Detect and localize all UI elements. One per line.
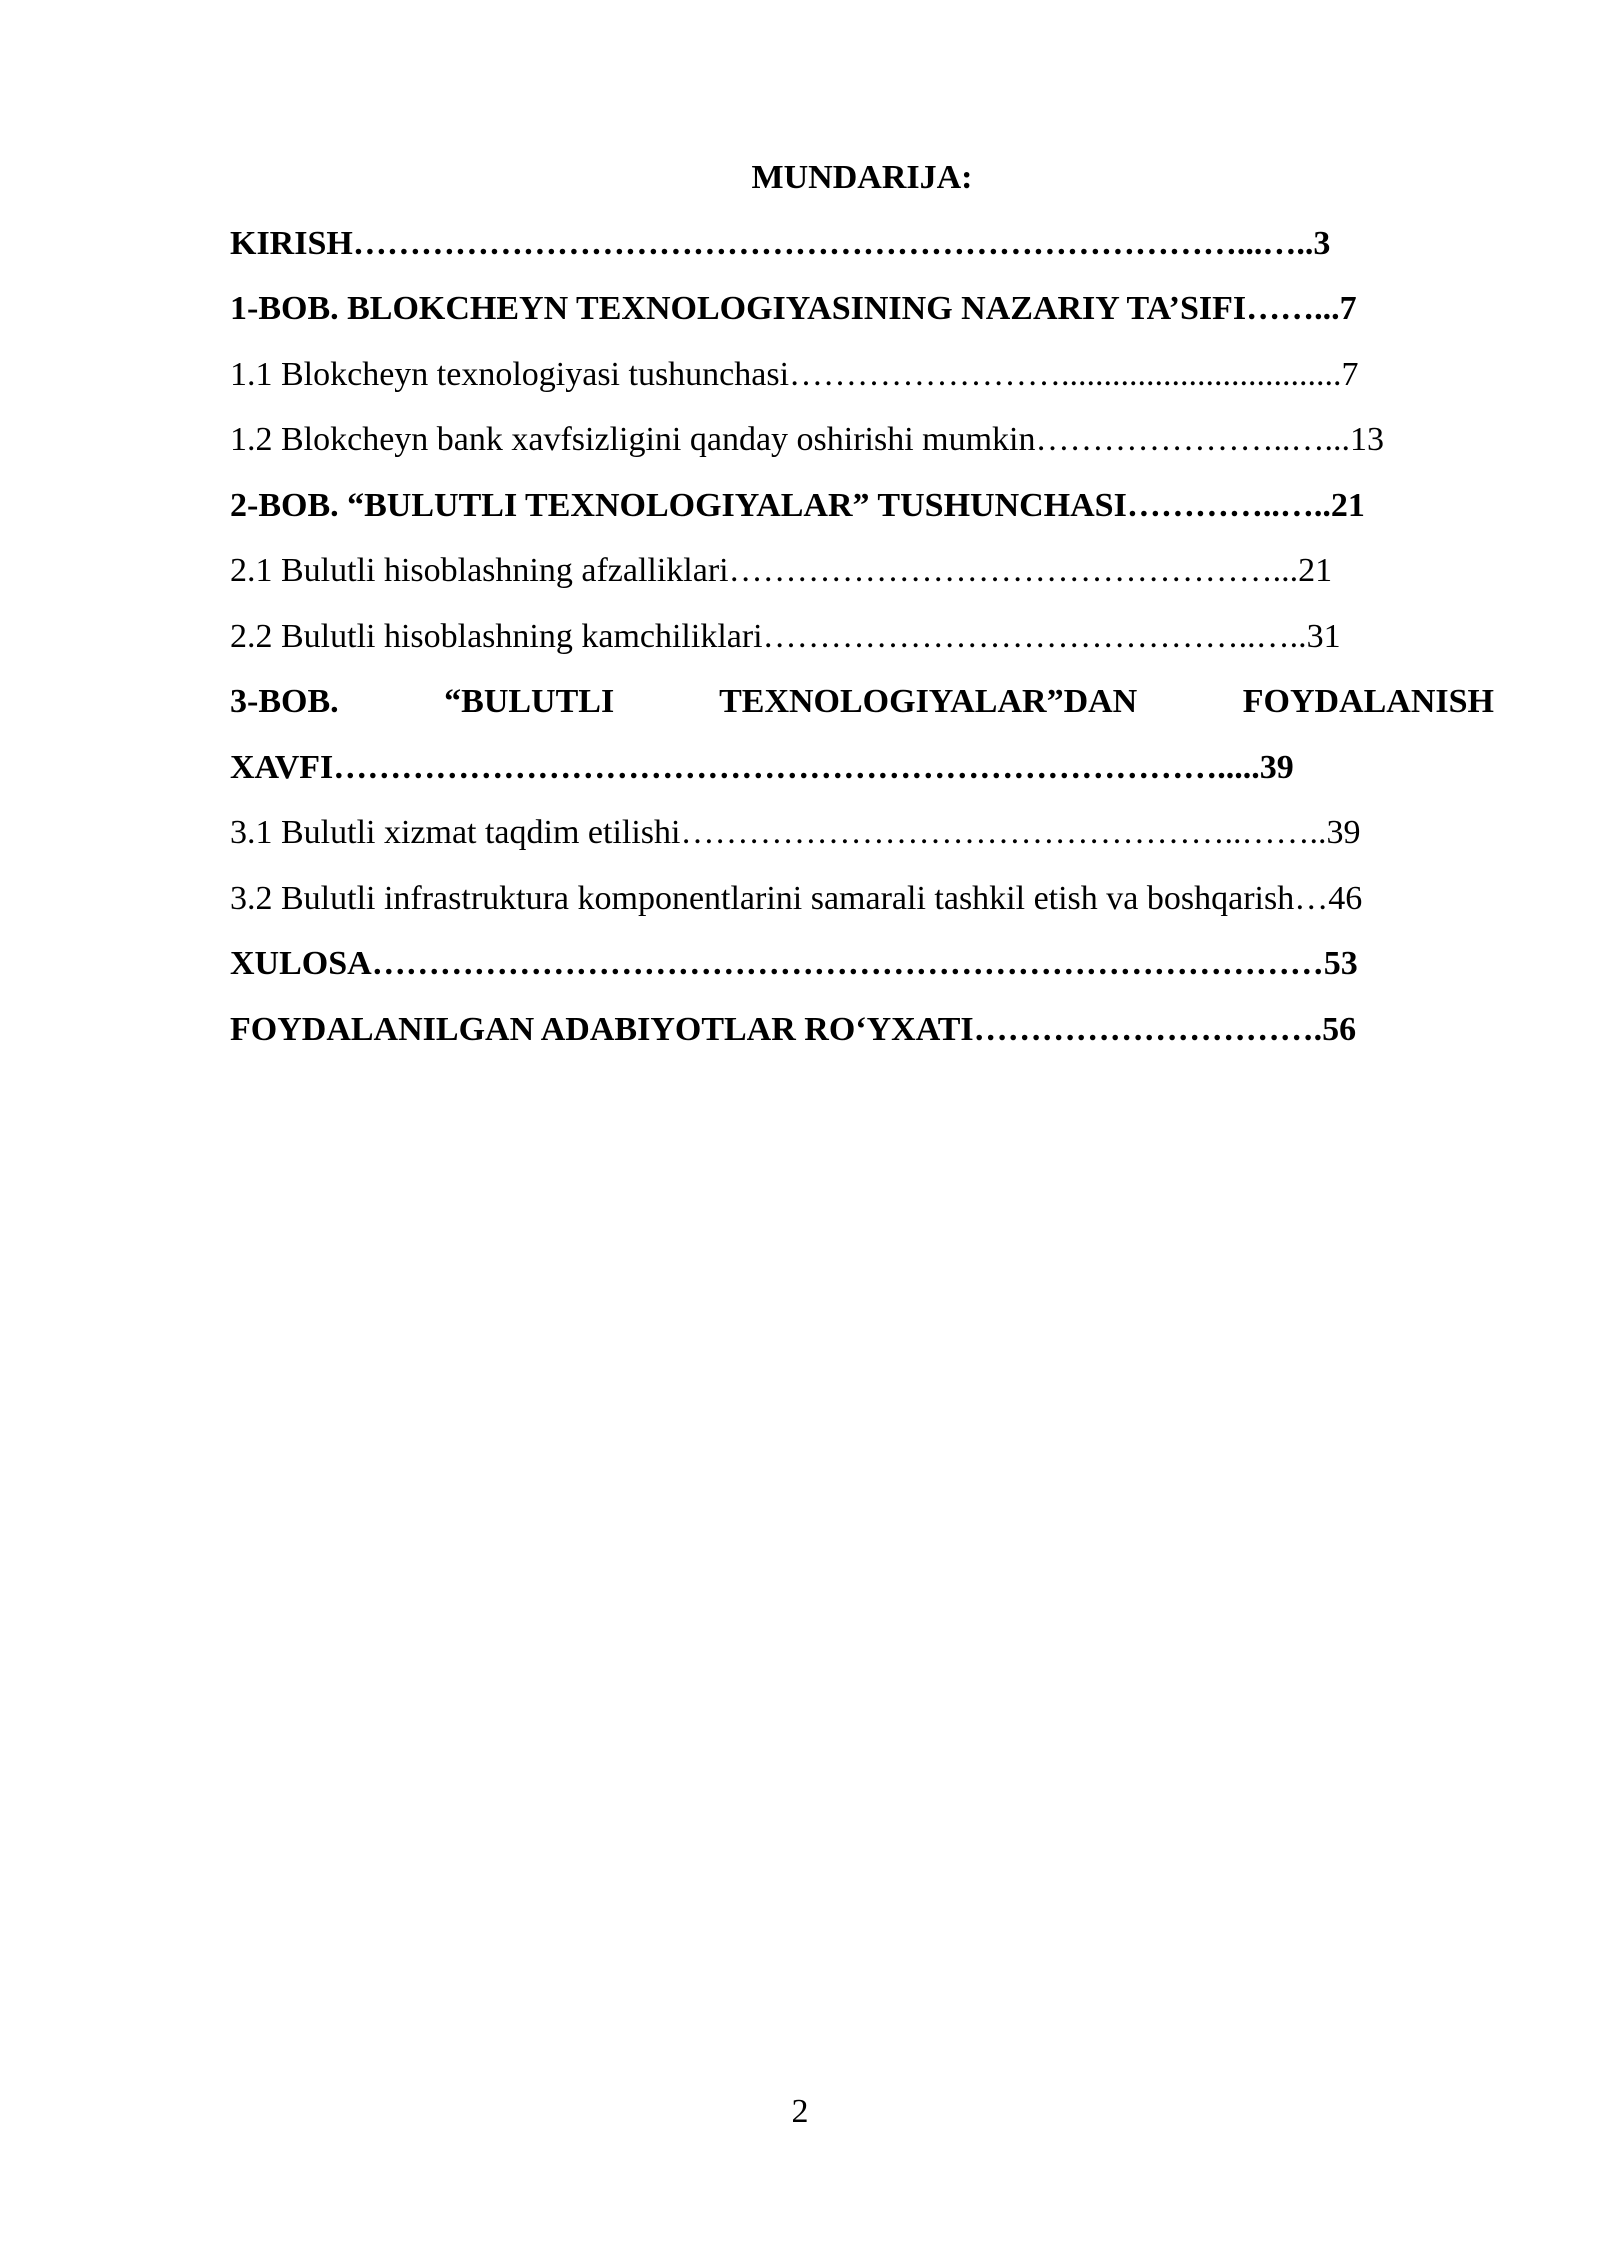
table-of-contents <box>230 145 1494 1062</box>
toc-entry-section-3-2: 3.2 Bulutli infrastruktura komponentlarini samarali tashkil etish va boshqarish…46 <box>230 879 1363 917</box>
toc-entry-kirish: KIRISH……………………………………………………………………...…..3 <box>230 224 1331 262</box>
toc-entry-section-3-1: 3.1 Bulutli xizmat taqdim etilishi…………………………………………..……..39 <box>230 814 1361 851</box>
toc-entry-section-2-1: 2.1 Bulutli hisoblashning afzalliklari…………………………………………...21 <box>230 552 1333 589</box>
page-number: 2 <box>791 2093 809 2130</box>
toc-entry-chapter-2: 2-BOB. “BULUTLI TEXNOLOGIYALAR” TUSHUNCHASI…………..…..21 <box>230 486 1365 524</box>
toc-entry-xulosa: XULOSA…………………………………………………………………………53 <box>230 945 1358 982</box>
toc-entry-section-2-2: 2.2 Bulutli hisoblashning kamchiliklari……………………………………..…..31 <box>230 617 1341 655</box>
toc-title: MUNDARIJA: <box>751 159 973 196</box>
toc-entry-references: FOYDALANILGAN ADABIYOTLAR RO‘YXATI………………………….56 <box>230 1010 1357 1048</box>
toc-entry-section-1-1: 1.1 Blokcheyn texnologiyasi tushunchasi…………………….................................7 <box>230 355 1359 393</box>
toc-entry-section-1-2: 1.2 Blokcheyn bank xavfsizligini qanday oshirishi mumkin…………………..…...13 <box>230 421 1385 458</box>
toc-entry-chapter-1: 1-BOB. BLOKCHEYN TEXNOLOGIYASINING NAZARIY TA’SIFI……...7 <box>230 290 1357 327</box>
toc-entry-chapter-3: 3-BOB. “BULUTLI TEXNOLOGIYALAR”DAN FOYDALANISH XAVFI…………………………………………………………………….....39 <box>230 683 1494 786</box>
